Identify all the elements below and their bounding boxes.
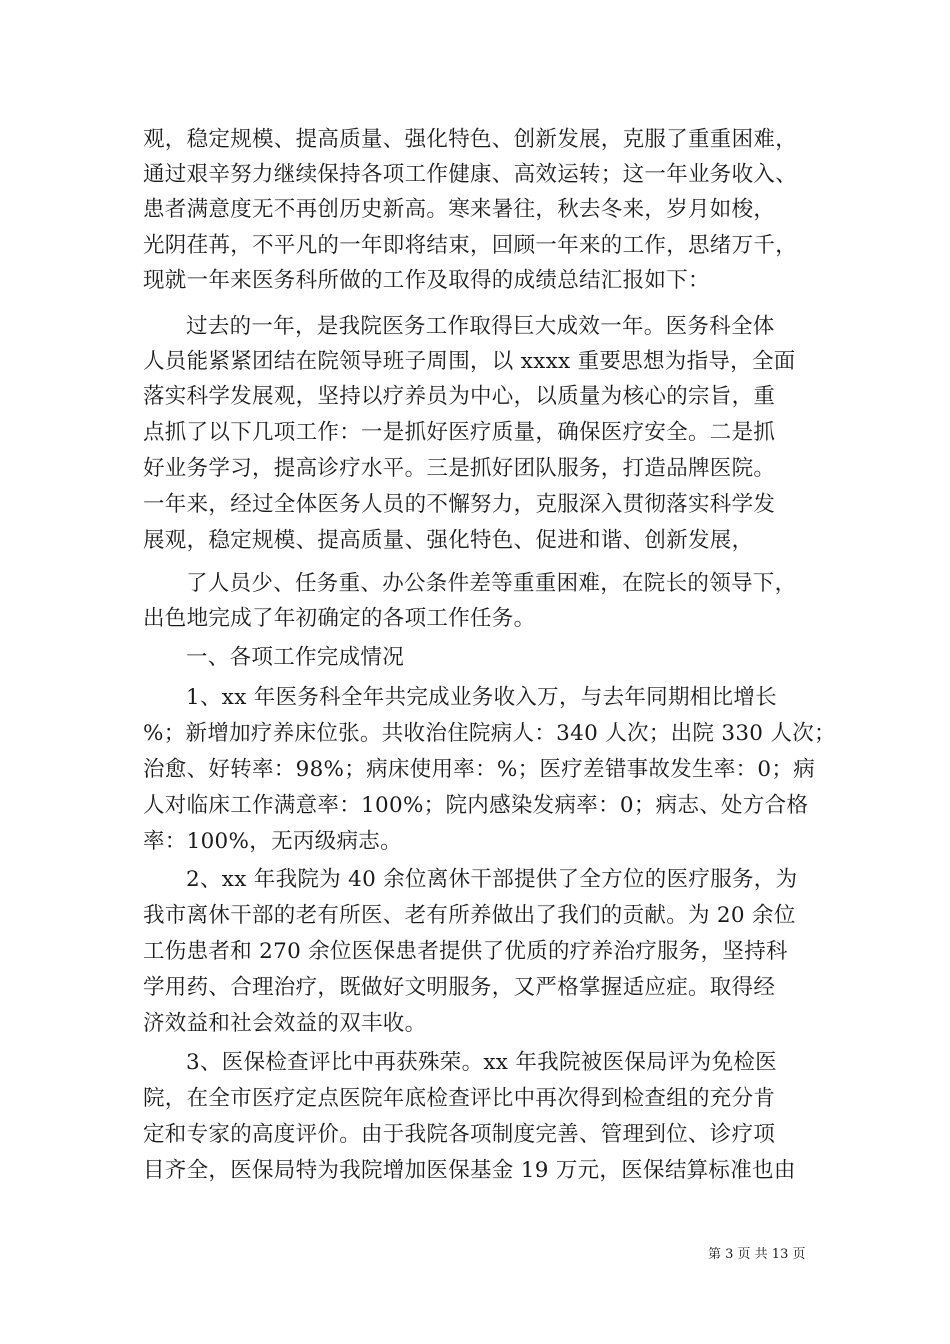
text-line: 出色地完成了年初确定的各项工作任务。 xyxy=(143,606,536,631)
text-line: 光阴荏苒，不平凡的一年即将结束，回顾一年来的工作，思绪万千， xyxy=(143,233,798,258)
text-line: 了人员少、任务重、办公条件差等重重困难，在院长的领导下， xyxy=(186,571,797,596)
text-line: 2、xx 年我院为 40 余位离休干部提供了全方位的医疗服务，为 xyxy=(186,867,798,892)
text-line: 人对临床工作满意率：100%；院内感染发病率：0；病志、处方合格 xyxy=(143,793,809,818)
text-line: 3、医保检查评比中再获殊荣。xx 年我院被医保局评为免检医 xyxy=(186,1050,777,1075)
text-line: 工伤患者和 270 余位医保患者提供了优质的疗养治疗服务，坚持科 xyxy=(143,939,788,964)
section-heading: 一、各项工作完成情况 xyxy=(186,645,405,670)
text-line: 目齐全，医保局特为我院增加医保基金 19 万元，医保结算标准也由 xyxy=(143,1158,796,1183)
text-line: 我市离休干部的老有所医、老有所养做出了我们的贡献。为 20 余位 xyxy=(143,903,796,928)
text-line: 好业务学习，提高诊疗水平。三是抓好团队服务，打造品牌医院。 xyxy=(143,456,776,481)
text-line: 通过艰辛努力继续保持各项工作健康、高效运转；这一年业务收入、 xyxy=(143,162,798,187)
page-number: 第 3 页 共 13 页 xyxy=(708,1247,806,1262)
text-line: 落实科学发展观，坚持以疗养员为中心，以质量为核心的宗旨，重 xyxy=(143,384,776,409)
text-line: 率：100%，无丙级病志。 xyxy=(143,829,402,854)
text-line: 观，稳定规模、提高质量、强化特色、创新发展，克服了重重困难， xyxy=(143,127,798,152)
text-line: 学用药、合理治疗，既做好文明服务，又严格掌握适应症。取得经 xyxy=(143,975,776,1000)
text-line: 治愈、好转率：98%；病床使用率：%；医疗差错事故发生率：0；病 xyxy=(143,757,815,782)
text-line: %；新增加疗养床位张。共收治住院病人：340 人次；出院 330 人次； xyxy=(143,721,836,746)
text-line: 患者满意度无不再创历史新高。寒来暑往，秋去冬来，岁月如梭， xyxy=(143,197,776,222)
text-line: 现就一年来医务科所做的工作及取得的成绩总结汇报如下： xyxy=(143,268,710,293)
text-line: 人员能紧紧团结在院领导班子周围，以 xxxx 重要思想为指导，全面 xyxy=(143,349,796,374)
text-line: 济效益和社会效益的双丰收。 xyxy=(143,1011,427,1036)
text-line: 展观，稳定规模、提高质量、强化特色、促进和谐、创新发展， xyxy=(143,528,754,553)
text-line: 1、xx 年医务科全年共完成业务收入万，与去年同期相比增长 xyxy=(186,685,777,710)
text-line: 过去的一年，是我院医务工作取得巨大成效一年。医务科全体 xyxy=(186,314,775,339)
text-line: 点抓了以下几项工作：一是抓好医疗质量，确保医疗安全。二是抓 xyxy=(143,420,776,445)
text-line: 一年来，经过全体医务人员的不懈努力，克服深入贯彻落实科学发 xyxy=(143,492,776,517)
text-line: 定和专家的高度评价。由于我院各项制度完善、管理到位、诊疗项 xyxy=(143,1122,776,1147)
text-line: 院，在全市医疗定点医院年底检查评比中再次得到检查组的充分肯 xyxy=(143,1086,776,1111)
